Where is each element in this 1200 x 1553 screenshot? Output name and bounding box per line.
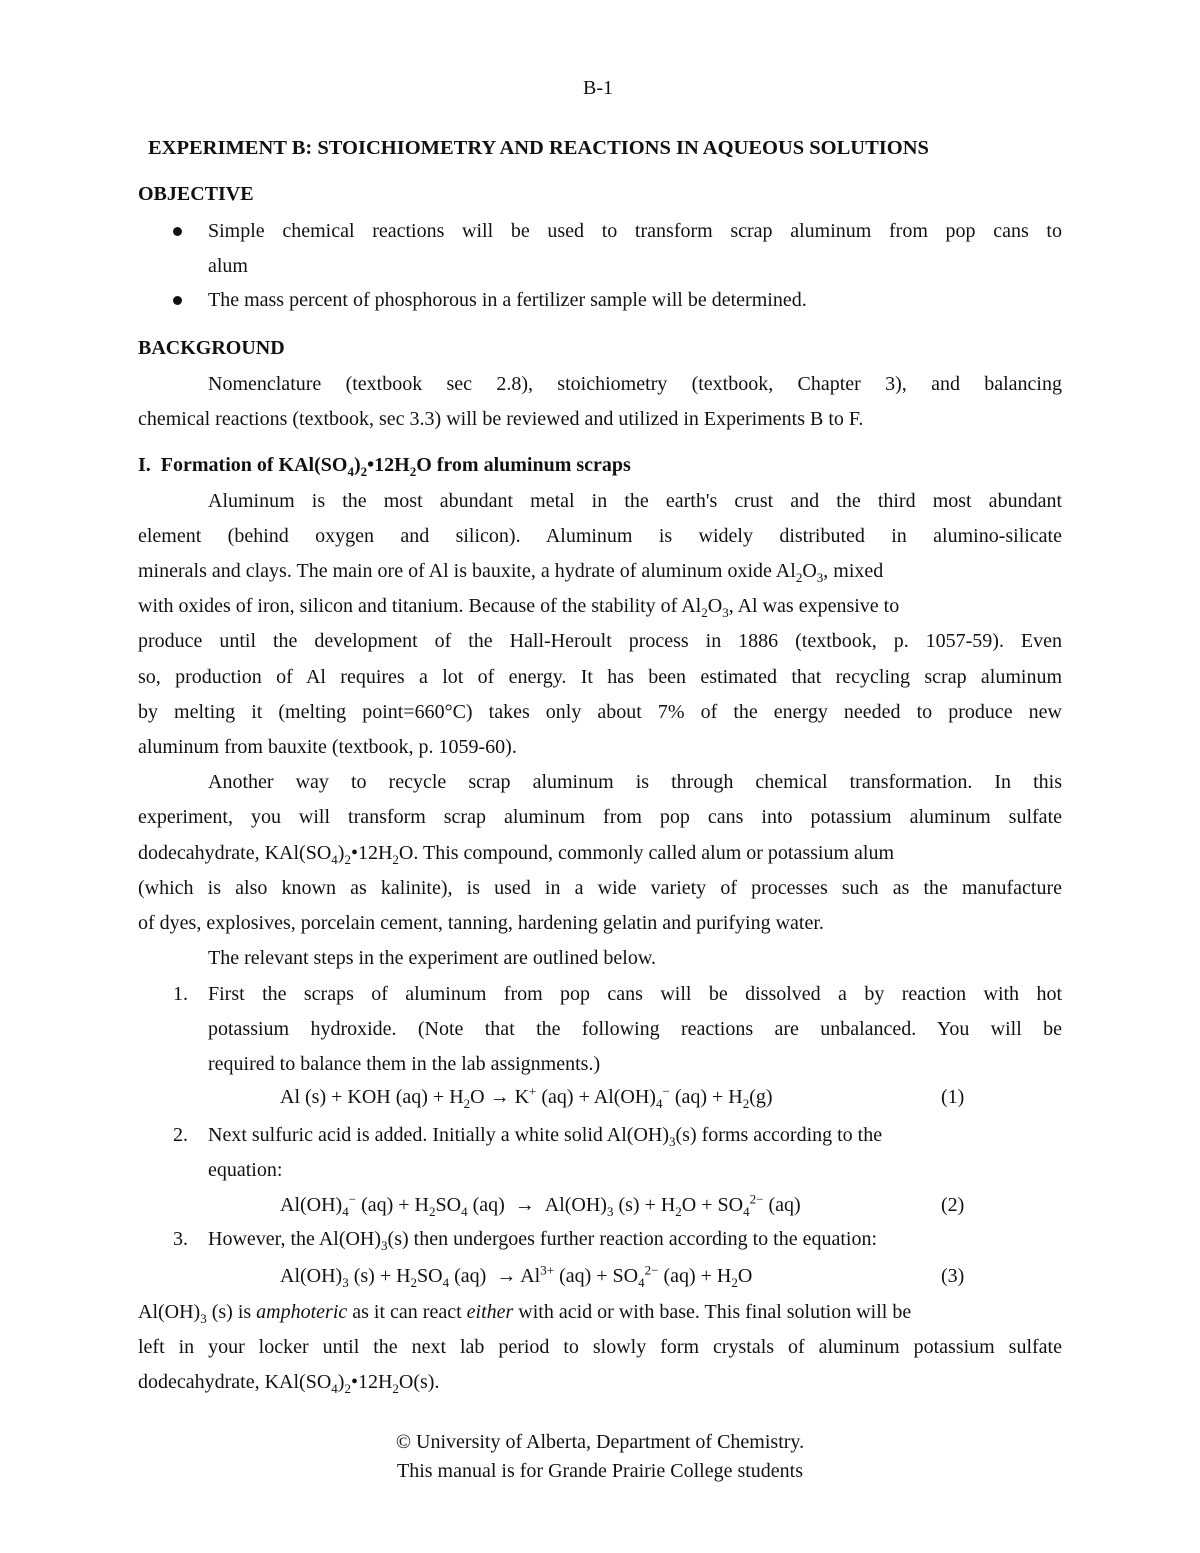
para1-line-3-text: minerals and clays. The main ore of Al is bauxite, a hydrate of aluminum oxide Al [138, 560, 796, 582]
para1-line-4: with oxides of iron, silicon and titanium. Because of the stability of $Al_2O_3$, Al was expensive to [138, 595, 900, 620]
para1-line-4-text: with oxides of iron, silicon and titanium. Because of the stability of Al [138, 595, 702, 617]
background-heading: BACKGROUND [138, 337, 285, 359]
section-heading-suffix: from aluminum scraps [431, 454, 631, 476]
step-3-line-1-text: However, the Al(OH) [208, 1228, 382, 1250]
para2-line-1: Another way to recycle scrap aluminum is through chemical transformation. In this [208, 771, 1062, 793]
section-number: I. [138, 454, 151, 476]
step-2-line-2: equation: [208, 1159, 283, 1181]
objective-bullet-1-line-2: alum [208, 255, 248, 277]
objective-heading: OBJECTIVE [138, 183, 254, 205]
closing-line-1-text: (s) is [211, 1301, 257, 1323]
closing-line-3-tail: O(s). [398, 1371, 440, 1393]
equation-3: $Al(OH)_3$ $(s) + H_2SO_4$ $(aq) \to Al^{3+}$ $(aq) + SO_4^{2-}$ $(aq) + H_2O$ [280, 1262, 753, 1290]
closing-either: either [466, 1301, 514, 1323]
step-1-number: 1. [173, 983, 188, 1005]
step-1-line-3: required to balance them in the lab assignments.) [208, 1053, 601, 1075]
para1-line-7: by melting it (melting point=660°C) takes only about 7% of the energy needed to produce new [138, 701, 1062, 723]
para2-line-2: experiment, you will transform scrap aluminum from pop cans into potassium aluminum sulfate [138, 806, 1062, 828]
para2-line-3-tail: O. This compound, commonly called alum or potassium alum [398, 842, 895, 864]
step-1-line-2: potassium hydroxide. (Note that the following reactions are unbalanced. You will be [208, 1018, 1062, 1040]
section-heading-prefix: Formation of KAl(SO [160, 454, 348, 476]
para1-line-3: minerals and clays. The main ore of Al is bauxite, a hydrate of aluminum oxide $Al_2O_3$, mixed [138, 560, 884, 585]
equation-2: $Al(OH)_4^-$ $(aq) + H_2SO_4$ $(aq) \to Al(OH)_3$ $(s) + H_2O + SO_4^{2-}$ (aq) [280, 1191, 801, 1219]
page-number: B-1 [583, 77, 613, 99]
bullet-icon [173, 227, 182, 236]
para1-line-2: element (behind oxygen and silicon). Aluminum is widely distributed in alumino-silicate [138, 525, 1062, 547]
step-2-line-1-text: Next sulfuric acid is added. Initially a white solid Al(OH) [208, 1124, 670, 1146]
step-2-line-1: Next sulfuric acid is added. Initially a white solid $Al(OH)_3(s)$ forms according to the [208, 1124, 883, 1149]
section-heading: I. Formation of $KAl(SO_4)_2•12H_2O$ from aluminum scraps [138, 454, 631, 479]
closing-line-2: left in your locker until the next lab period to slowly form crystals of aluminum potassium sulfate [138, 1336, 1062, 1358]
background-line-1: Nomenclature (textbook sec 2.8), stoichiometry (textbook, Chapter 3), and balancing [208, 373, 1062, 395]
para1-line-6: so, production of Al requires a lot of energy. It has been estimated that recycling scrap aluminum [138, 666, 1062, 688]
closing-line-3-text: dodecahydrate, KAl(SO [138, 1371, 332, 1393]
equation-2-number: (2) [941, 1194, 965, 1216]
para1-line-5: produce until the development of the Hall-Heroult process in 1886 (textbook, p. 1057-59). Even [138, 630, 1062, 652]
steps-intro: The relevant steps in the experiment are outlined below. [208, 947, 656, 969]
step-3-line-1-tail: (s) then undergoes further reaction according to the equation: [387, 1228, 877, 1250]
para1-line-4-tail: , Al was expensive to [728, 595, 900, 617]
page-title: EXPERIMENT B: STOICHIOMETRY AND REACTIONS IN AQUEOUS SOLUTIONS [148, 137, 929, 159]
objective-bullet-2: The mass percent of phosphorous in a fertilizer sample will be determined. [208, 289, 807, 311]
step-2-number: 2. [173, 1124, 188, 1146]
step-2-line-1-tail: (s) forms according to the [675, 1124, 883, 1146]
para1-line-1: Aluminum is the most abundant metal in the earth's crust and the third most abundant [208, 490, 1062, 512]
equation-1-number: (1) [941, 1086, 965, 1108]
background-line-2: chemical reactions (textbook, sec 3.3) will be reviewed and utilized in Experiments B to F. [138, 408, 864, 430]
para2-line-3-text: dodecahydrate, KAl(SO [138, 842, 332, 864]
objective-bullet-1-line-1: Simple chemical reactions will be used to transform scrap aluminum from pop cans to [208, 220, 1062, 242]
closing-line-3: dodecahydrate, $KAl(SO_4)_2•12H_2O(s)$. [138, 1371, 440, 1396]
closing-line-1-mid: as it can react [347, 1301, 467, 1323]
footer-line-1: © University of Alberta, Department of Chemistry. [395, 1431, 805, 1453]
step-1-line-1: First the scraps of aluminum from pop cans will be dissolved a by reaction with hot [208, 983, 1062, 1005]
equation-3-number: (3) [941, 1265, 965, 1287]
closing-amphoteric: amphoteric [256, 1301, 348, 1323]
para2-line-3: dodecahydrate, $KAl(SO_4)_2•12H_2O$. This compound, commonly called alum or potassium alum [138, 842, 895, 867]
bullet-icon [173, 296, 182, 305]
para1-line-3-tail: , mixed [823, 560, 884, 582]
closing-line-1: $Al(OH)_3$ (s) is amphoteric as it can react either with acid or with base. This final solution will be [138, 1301, 912, 1326]
closing-line-1-tail: with acid or with base. This final solution will be [513, 1301, 912, 1323]
para2-line-5: of dyes, explosives, porcelain cement, tanning, hardening gelatin and purifying water. [138, 912, 824, 934]
para2-line-4: (which is also known as kalinite), is used in a wide variety of processes such as the manufacture [138, 877, 1062, 899]
para1-line-8: aluminum from bauxite (textbook, p. 1059-60). [138, 736, 517, 758]
footer-line-2: This manual is for Grande Prairie College students [396, 1460, 803, 1482]
equation-1: Al (s) + KOH $(aq) + H_2O \to K^+$ $(aq) + Al(OH)_4^-$ $(aq) + H_2(g)$ [280, 1083, 773, 1111]
step-3-line-1: However, the $Al(OH)_3(s)$ then undergoes further reaction according to the equation: [208, 1228, 877, 1253]
step-3-number: 3. [173, 1228, 188, 1250]
